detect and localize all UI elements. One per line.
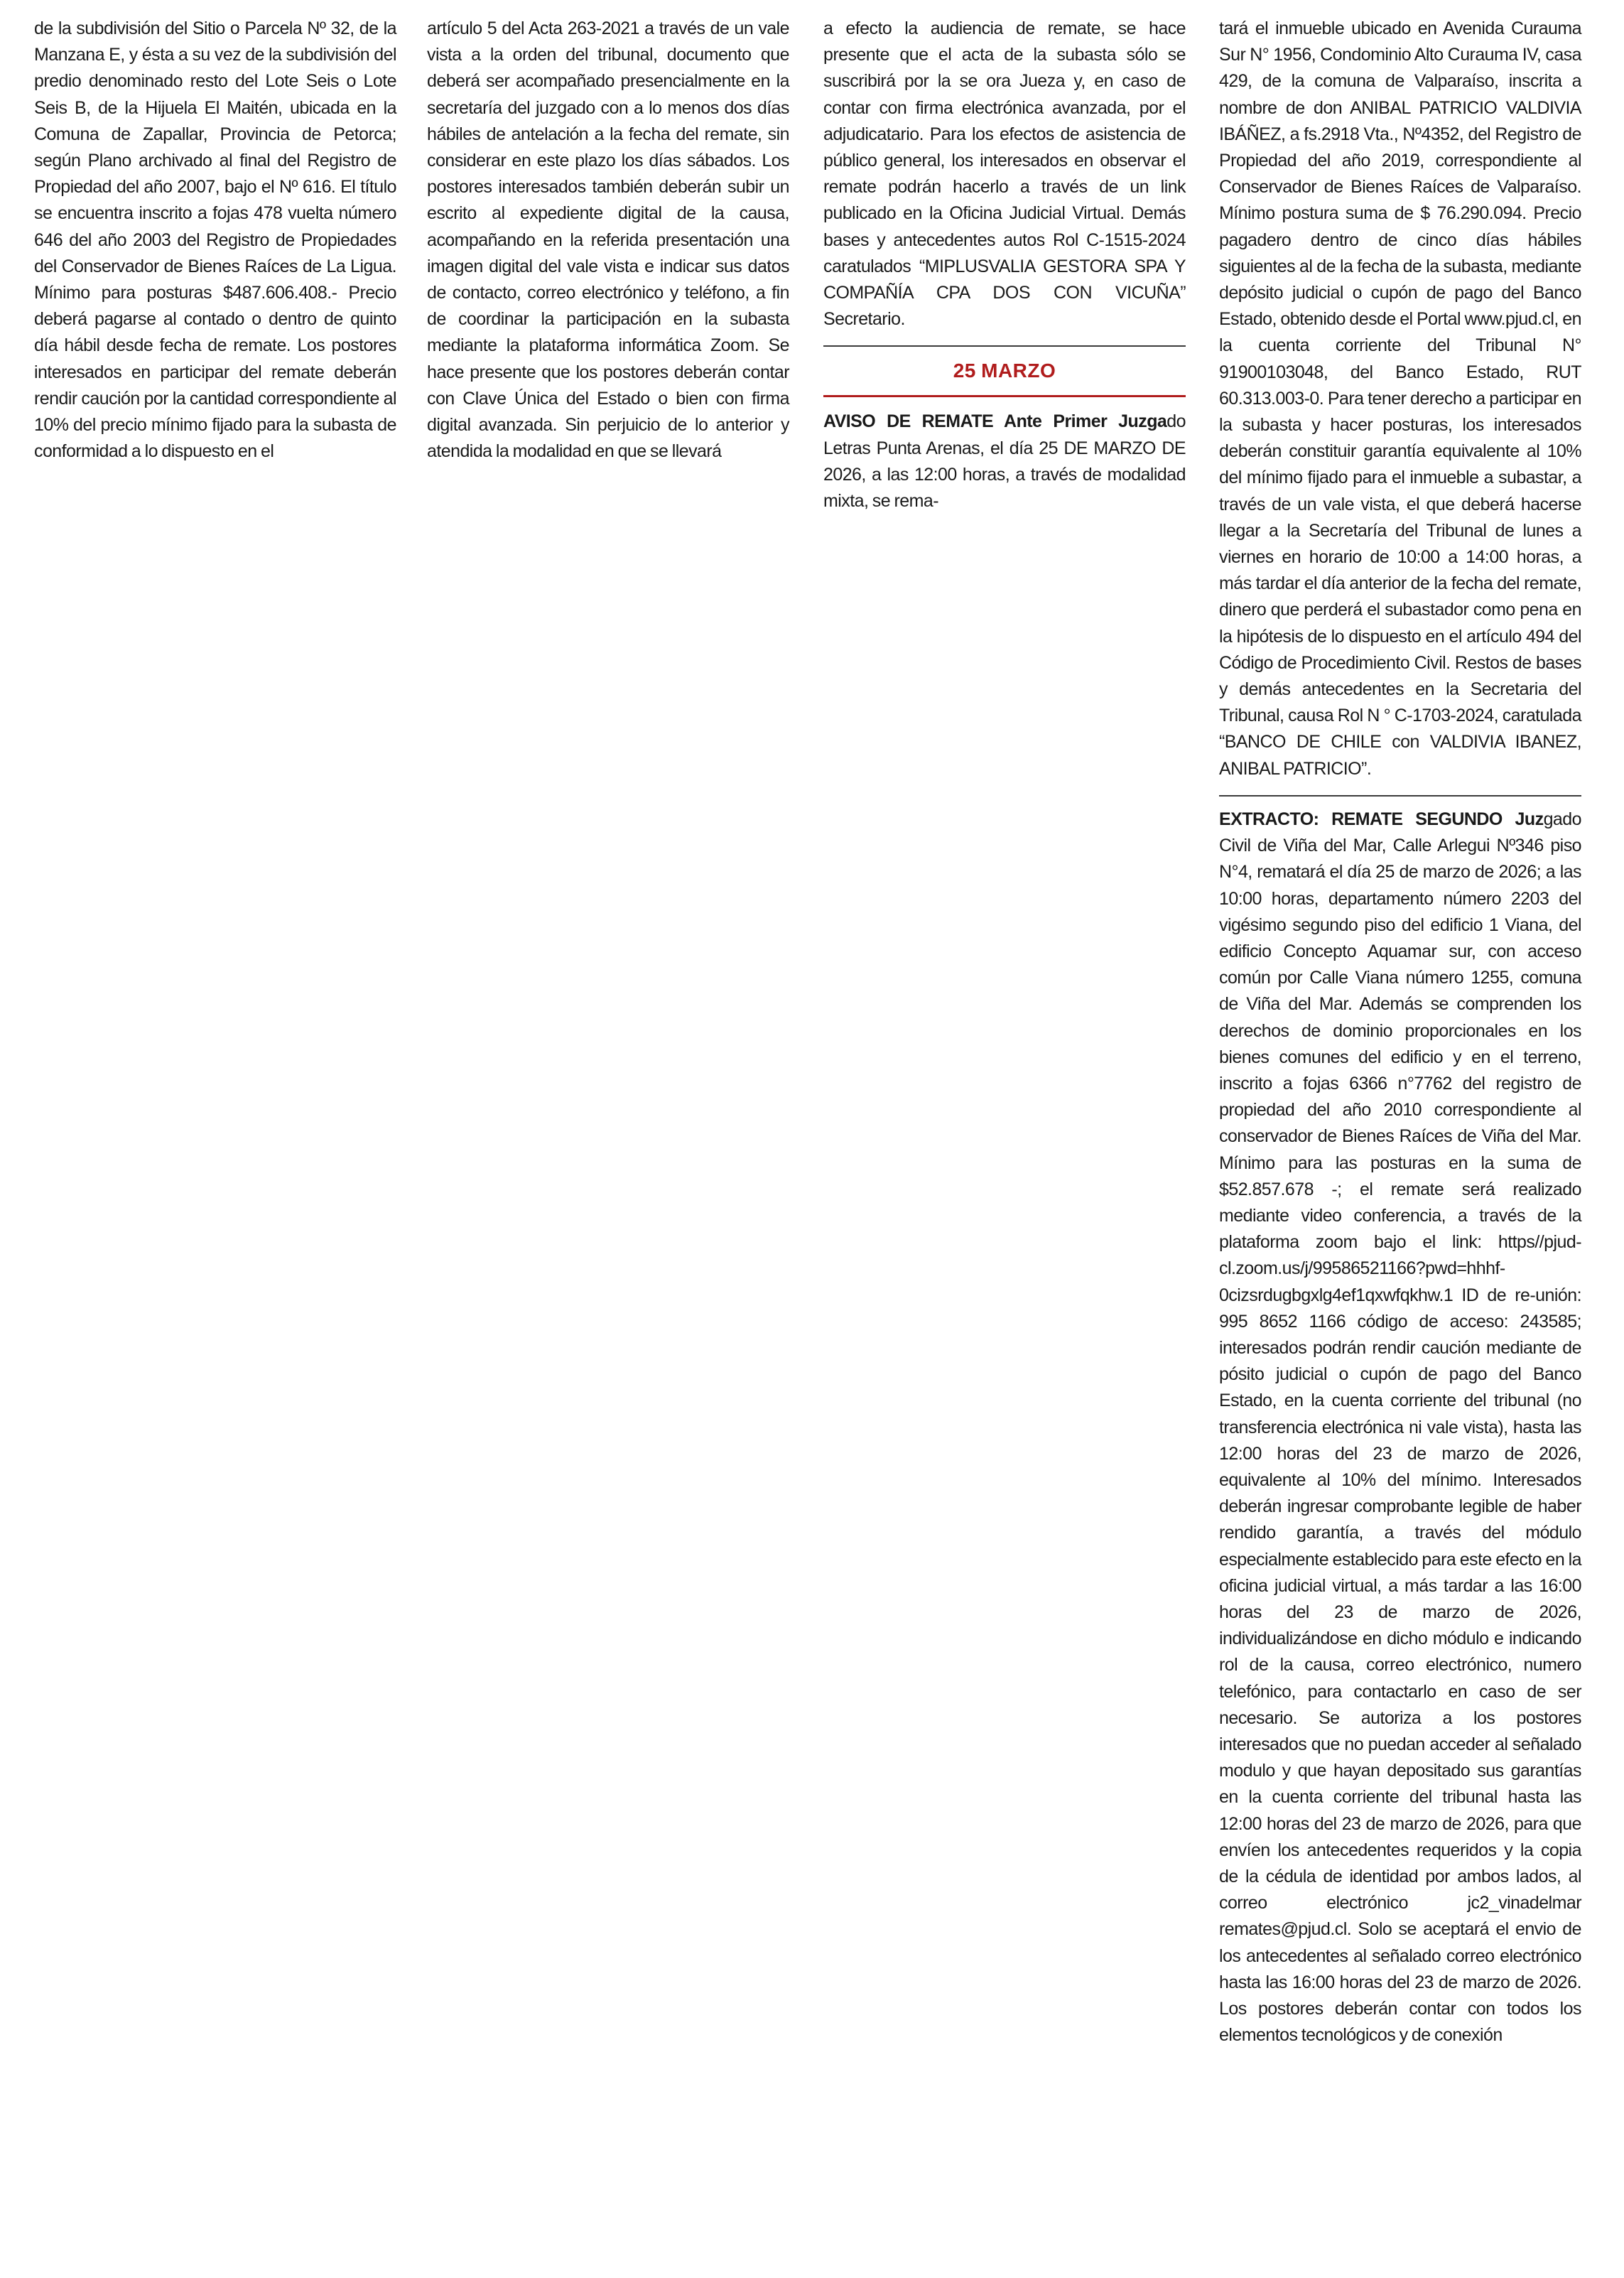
column-2 (427, 16, 789, 465)
notice-body: gado Civil de Viña del Mar, Calle Arlegui Nº346 piso N°4, rematará el día 25 de marzo de 2026; a las 10:00 horas, departamento número 2203 del vigésimo segundo piso del edificio 1 Viana, del edificio Concepto Aquamar sur, con acceso común por Calle Viana número 1255, comuna de Viña del Mar. Además se comprenden los derechos de dominio proporcionales en los bienes comunes del edificio y en el terreno, inscrito a fojas 6366 n°7762 del registro de propiedad del año 2010 correspondiente al conservador de Bienes Raíces de Viña del Mar. Mínimo para las posturas en la suma de $52.857.678 -; el remate será realizado mediante video conferencia, a través de la plataforma zoom bajo el link: https//pjud-cl.zoom.us/j/99586521166?pwd=hhhf-0cizsrdugbgxlg4ef1qxwfqkhw.1 ID de re-unión: 995 8652 1166 código de acceso: 243585; interesados podrán rendir caución mediante de pósito judicial o cupón de pago del Banco Estado, en la cuenta corriente del tribunal (no transferencia electrónica ni vale vista), hasta las 12:00 horas del 23 de marzo de 2026, equivalente al 10% del mínimo. Interesados deberán ingresar comprobante legible de haber rendido garantía, a través del módulo especialmente establecido para este efecto en la oficina judicial virtual, a más tardar a las 16:00 horas del 23 de marzo de 2026, individualizándose en dicho módulo e indicando rol de la causa, correo electrónico, numero telefónico, para contactarlo en caso de ser necesario. Se autoriza a los postores interesados que no puedan acceder al señalado modulo y que hayan depositado sus garantías en la cuenta corriente del tribunal hasta las 12:00 horas del 23 de marzo de 2026, para que envíen los antecedentes requeridos y la copia de la cédula de identidad por ambos lados, al correo electrónico jc2_vinadelmar remates@pjud.cl. Solo se aceptará el envio de los antecedentes al señalado correo electrónico hasta las 16:00 horas del 23 de marzo de 2026. Los postores deberán contar con todos los elementos tecnológicos y de conexión (1219, 809, 1581, 2046)
notice-continuation-text: tará el inmueble ubicado en Avenida Curauma Sur N° 1956, Condominio Alto Curauma IV, casa 429, de la comuna de Valparaíso, inscrita a nombre de don ANIBAL PATRICIO VALDIVIA IBÁÑEZ, a fs.2918 Vta., Nº4352, del Registro de Propiedad del año 2019, correspondiente al Conservador de Bienes Raíces de Valparaíso. Mínimo postura suma de $ 76.290.094. Precio pagadero dentro de cinco días hábiles siguientes al de la fecha de la subasta, mediante depósito judicial o cupón de pago del Banco Estado, obtenido desde el Portal www.pjud.cl, en la cuenta corriente del Tribunal N° 91900103048, del Banco Estado, RUT 60.313.003-0. Para tener derecho a participar en la subasta y hacer posturas, los interesados deberán constituir garantía equivalente al 10% del mínimo fijado para el inmueble a subastar, a través de un vale vista, el que deberá hacerse llegar a la Secretaría del Tribunal de lunes a viernes en horario de 10:00 a 14:00 horas, a más tardar el día anterior de la fecha del remate, dinero que perderá el subastador como pena en la hipótesis de lo dispuesto en el artículo 494 del Código de Procedimiento Civil. Restos de bases y demás antecedentes en la Secretaria del Tribunal, causa Rol N ° C-1703-2024, caratulada “BANCO DE CHILE con VALDIVIA IBANEZ, ANIBAL PATRICIO”. (1219, 18, 1581, 779)
notice-body: do Letras Punta Arenas, el día 25 DE MARZO DE 2026, a las 12:00 horas, a través de modalidad mixta, se rema- (823, 411, 1186, 512)
column-3 (823, 16, 1186, 514)
notice-continuation-text: de la subdivisión del Sitio o Parcela Nº 32, de la Manzana E, y ésta a su vez de la subdivisión del predio denominado resto del Lote Seis o Lote Seis B, de la Hijuela El Maitén, ubicada en la Comuna de Zapallar, Provincia de Petorca; según Plano archivado al final del Registro de Propiedad del año 2007, bajo el Nº 616. El título se encuentra inscrito a fojas 478 vuelta número 646 del año 2003 del Registro de Propiedades del Conservador de Bienes Raíces de La Ligua. Mínimo para posturas $487.606.408.- Precio deberá pagarse al contado o dentro de quinto día hábil desde fecha de remate. Los postores interesados en participar del remate deberán rendir caución por la cantidad correspondiente al 10% del precio mínimo fijado para la subasta de conformidad a lo dispuesto en el (34, 18, 396, 462)
date-heading-divider (823, 395, 1186, 397)
notice-continuation-text: a efecto la audiencia de remate, se hace presente que el acta de la subasta sólo se suscribirá por la se ora Jueza y, en caso de contar con firma electrónica avanzada, por el adjudicatario. Para los efectos de asistencia de público general, los interesados en observar el remate podrán hacerlo a través de un link publicado en la Oficina Judicial Virtual. Demás bases y antecedentes autos Rol C-1515-2024 caratulados “MIPLUSVALIA GESTORA SPA Y COMPAÑÍA CPA DOS CON VICUÑA” Secretario. (823, 18, 1186, 330)
column-1 (34, 16, 396, 465)
column-4 (1219, 16, 1581, 2048)
notice-title: EXTRACTO: REMATE SEGUNDO Juz (1219, 809, 1544, 829)
date-heading: 25 MARZO (953, 360, 1056, 382)
notice-continuation-text: artículo 5 del Acta 263-2021 a través de un vale vista a la orden del tribunal, documento que deberá ser acompañado presencialmente en la secretaría del juzgado con a lo menos dos días hábiles de antelación a la fecha del remate, sin considerar en este plazo los días sábados. Los postores interesados también deberán subir un escrito al expediente digital de la causa, acompañando en la referida presentación una imagen digital del vale vista e indicar sus datos de contacto, correo electrónico y teléfono, a fin de coordinar la participación en la subasta mediante la plataforma informática Zoom. Se hace presente que los postores deberán contar con Clave Única del Estado o bien con firma digital avanzada. Sin perjuicio de lo anterior y atendida la modalidad en que se llevará (427, 18, 789, 462)
section-divider (823, 345, 1186, 347)
notice-aviso-remate (823, 409, 1186, 514)
notice-extracto-remate (1219, 806, 1581, 2049)
notice-title: AVISO DE REMATE Ante Primer Juzga (823, 411, 1167, 432)
section-divider (1219, 795, 1581, 797)
